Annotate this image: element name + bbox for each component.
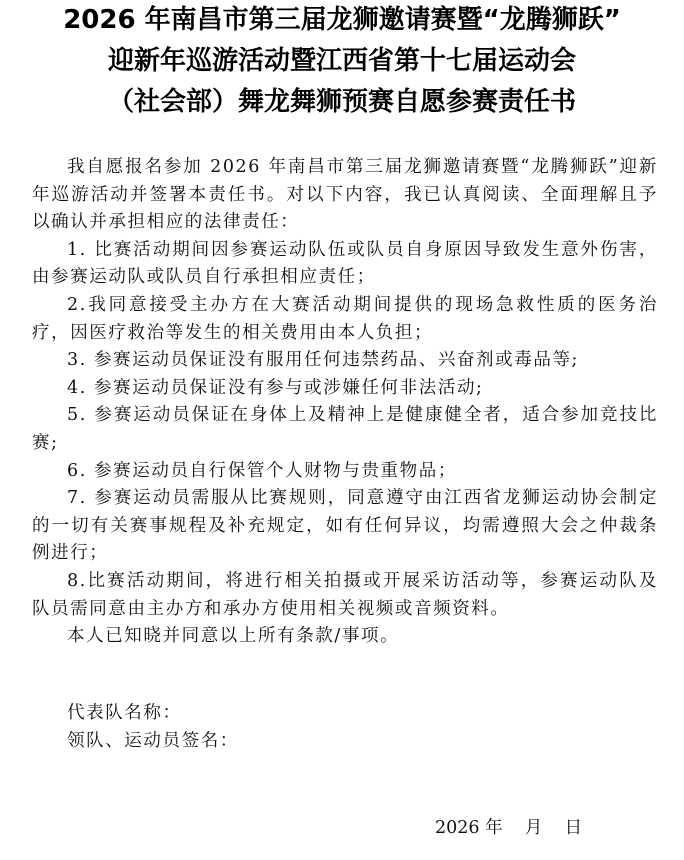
clause-6: 6. 参赛运动员自行保管个人财物与贵重物品； <box>67 460 457 481</box>
spacer <box>32 678 658 700</box>
title-line-2: 迎新年巡游活动暨江西省第十七届运动会 <box>107 46 576 76</box>
team-name-label: 代表队名称： <box>67 703 182 724</box>
clause-2: 2.我同意接受主办方在大赛活动期间提供的现场急救性质的医务治疗，因医疗救治等发生的相关费用由本人负担； <box>32 294 658 343</box>
document-title <box>0 0 684 123</box>
title-line-1: 2026 年南昌市第三届龙狮邀请赛暨“龙腾狮跃” <box>63 5 621 35</box>
clause-8: 8.比赛活动期间，将进行相关拍摄或开展采访活动等，参赛运动队及队员需同意由主办方和承办方使用相关视频或音频资料。 <box>32 570 658 619</box>
intro-paragraph: 我自愿报名参加 2026 年南昌市第三届龙狮邀请赛暨“龙腾狮跃”迎新年巡游活动并签署本责任书。对以下内容，我已认真阅读、全面理解且予以确认并承担相应的法律责任： <box>32 157 658 233</box>
clause-1: 1. 比赛活动期间因参赛运动队伍或队员自身原因导致发生意外伤害， 由参赛运动队或队员自行承担相应责任； <box>32 239 658 288</box>
date-text: 2026 年 月 日 <box>435 818 583 838</box>
clause-5: 5. 参赛运动员保证在身体上及精神上是健康健全者，适合参加竞技比赛; <box>32 405 658 453</box>
document-body <box>32 154 658 755</box>
clause-4: 4. 参赛运动员保证没有参与或涉嫌任何非法活动; <box>67 377 484 398</box>
athlete-signature-label: 领队、运动员签名： <box>67 730 239 751</box>
clause-3: 3. 参赛运动员保证没有服用任何违禁药品、兴奋剂或毒品等; <box>67 350 580 371</box>
title-line-3: （社会部）舞龙舞狮预赛自愿参赛责任书 <box>107 87 576 117</box>
spacer <box>32 651 658 679</box>
clause-7: 7. 参赛运动员需服从比赛规则，同意遵守由江西省龙狮运动协会制定的一切有关赛事规程及补充规定，如有任何异议，均需遵照大会之仲裁条例进行； <box>32 488 658 564</box>
acknowledgement-paragraph: 本人已知晓并同意以上所有条款/事项。 <box>67 626 400 647</box>
